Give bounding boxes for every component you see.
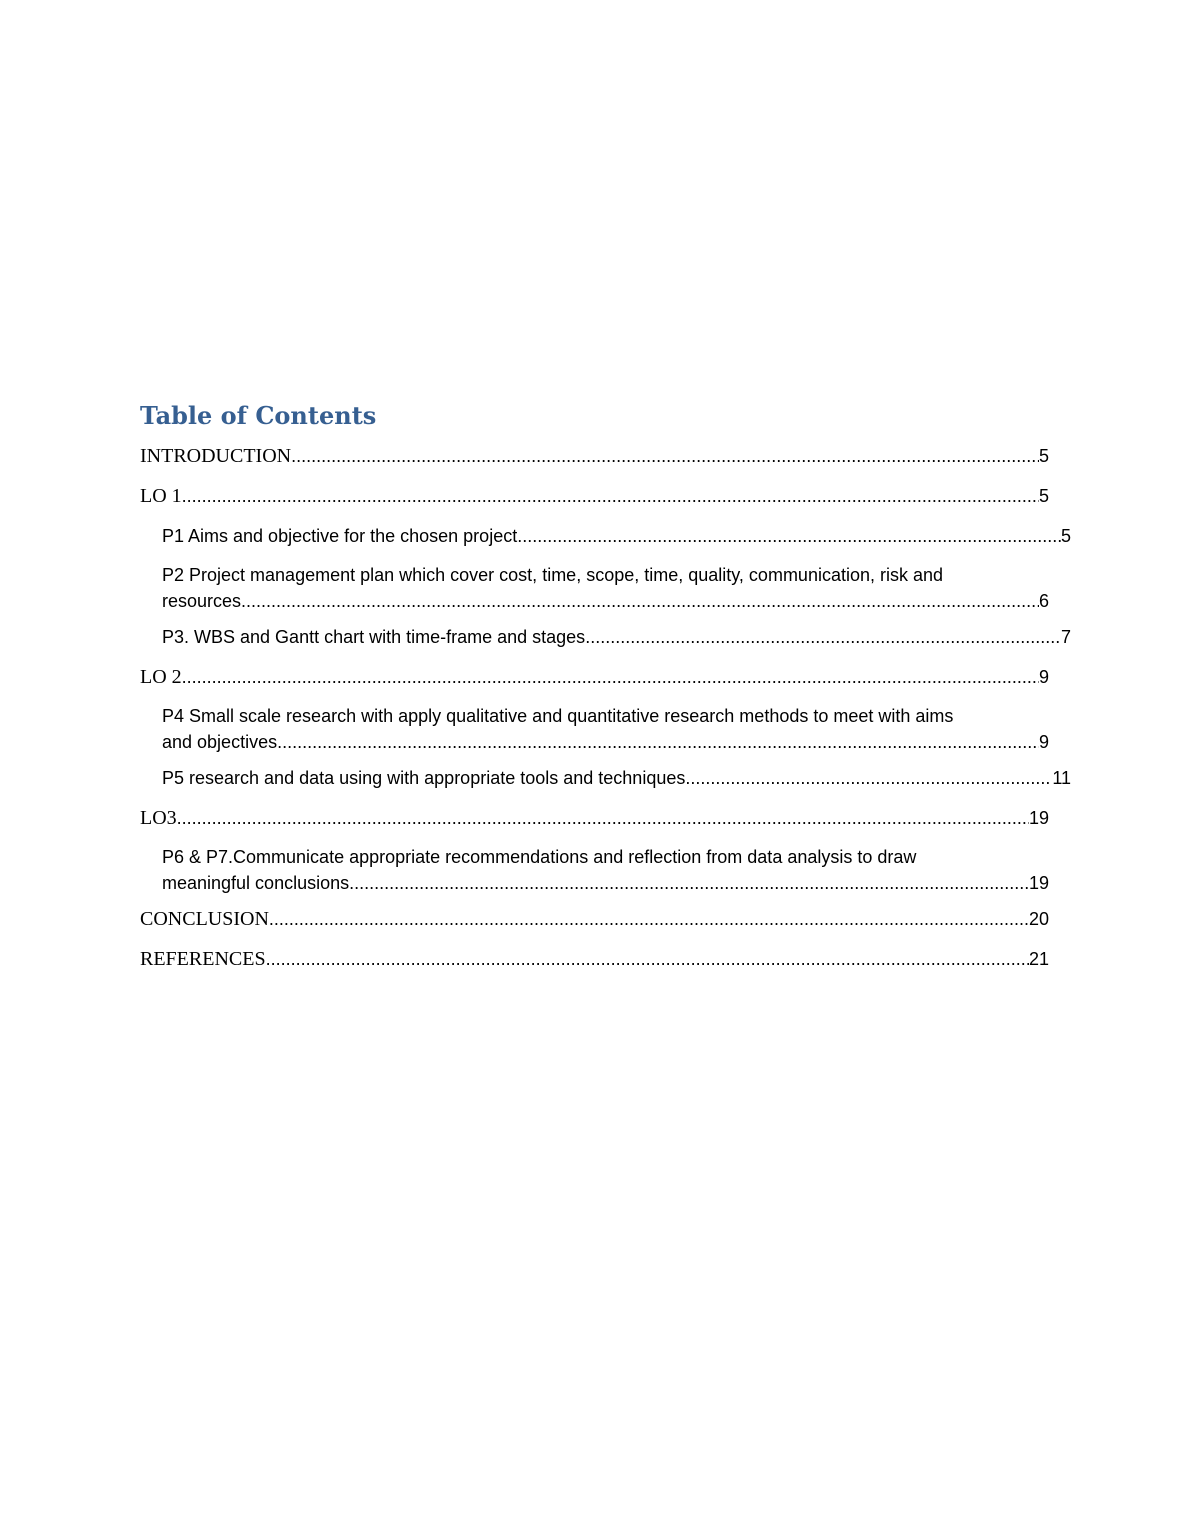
toc-leader-dots <box>177 798 1029 838</box>
toc-leader-dots <box>266 939 1029 979</box>
toc-entry-p4[interactable] <box>140 697 1049 758</box>
toc-leader-dots <box>182 476 1039 516</box>
toc-leader-dots <box>517 516 1061 556</box>
toc-page-number: 11 <box>1052 768 1071 788</box>
toc-page-number: 5 <box>1038 446 1049 466</box>
toc-entry-label-line1: P6 & P7.Communicate appropriate recommendations and reflection from data analysis to draw <box>162 847 917 867</box>
toc-entry-label: P3. WBS and Gantt chart with time-frame and stages <box>162 627 586 647</box>
toc-leader-dots <box>241 586 1039 616</box>
toc-entry-label: LO 2 <box>140 666 182 688</box>
toc-entry-introduction[interactable] <box>140 436 1049 476</box>
toc-entry-p3[interactable] <box>140 617 1071 657</box>
toc-entry-label: REFERENCES <box>140 948 266 970</box>
toc-entry-conclusion[interactable] <box>140 899 1049 939</box>
toc-entry-p5[interactable] <box>140 758 1071 798</box>
toc-page-number: 9 <box>1038 732 1049 752</box>
toc-page-number: 21 <box>1028 949 1049 969</box>
toc-entry-label-line2: and objectives <box>162 732 278 752</box>
toc-entry-label: P5 research and data using with appropriate tools and techniques <box>162 768 686 788</box>
toc-entry-lo2[interactable] <box>140 657 1049 697</box>
toc-leader-dots <box>291 436 1039 476</box>
toc-list <box>140 436 1071 979</box>
toc-page-number: 7 <box>1060 627 1071 647</box>
toc-page-number: 5 <box>1038 486 1049 506</box>
toc-entry-label-line2: meaningful conclusions <box>162 873 350 893</box>
toc-leader-dots <box>182 657 1039 697</box>
document-page <box>140 398 1071 979</box>
toc-title: Table of Contents <box>140 401 377 430</box>
toc-leader-dots <box>269 899 1029 939</box>
toc-entry-p1[interactable] <box>140 516 1071 556</box>
toc-entry-p6-p7[interactable] <box>140 838 1049 899</box>
toc-entry-lo1[interactable] <box>140 476 1049 516</box>
toc-entry-label-line1: P4 Small scale research with apply qualitative and quantitative research methods to meet with aims <box>162 706 954 726</box>
toc-page-number: 9 <box>1038 667 1049 687</box>
toc-entry-label-line1: P2 Project management plan which cover cost, time, scope, time, quality, communication, risk and <box>162 565 944 585</box>
toc-page-number: 5 <box>1060 526 1071 546</box>
toc-page-number: 19 <box>1028 873 1049 893</box>
toc-page-number: 20 <box>1028 909 1049 929</box>
toc-entry-label: P1 Aims and objective for the chosen project <box>162 526 518 546</box>
toc-entry-label: CONCLUSION <box>140 908 269 930</box>
toc-leader-dots <box>685 758 1052 798</box>
toc-entry-p2[interactable] <box>140 556 1049 617</box>
toc-entry-label: LO 1 <box>140 485 182 507</box>
toc-leader-dots <box>585 617 1061 657</box>
toc-leader-dots <box>277 727 1039 757</box>
toc-page-number: 6 <box>1038 591 1049 611</box>
toc-entry-references[interactable] <box>140 939 1049 979</box>
toc-entry-label-line2: resources <box>162 591 242 611</box>
toc-entry-lo3[interactable] <box>140 798 1049 838</box>
toc-entry-label: LO3 <box>140 807 177 829</box>
toc-entry-label: INTRODUCTION <box>140 445 292 467</box>
toc-page-number: 19 <box>1028 808 1049 828</box>
toc-leader-dots <box>349 868 1029 898</box>
